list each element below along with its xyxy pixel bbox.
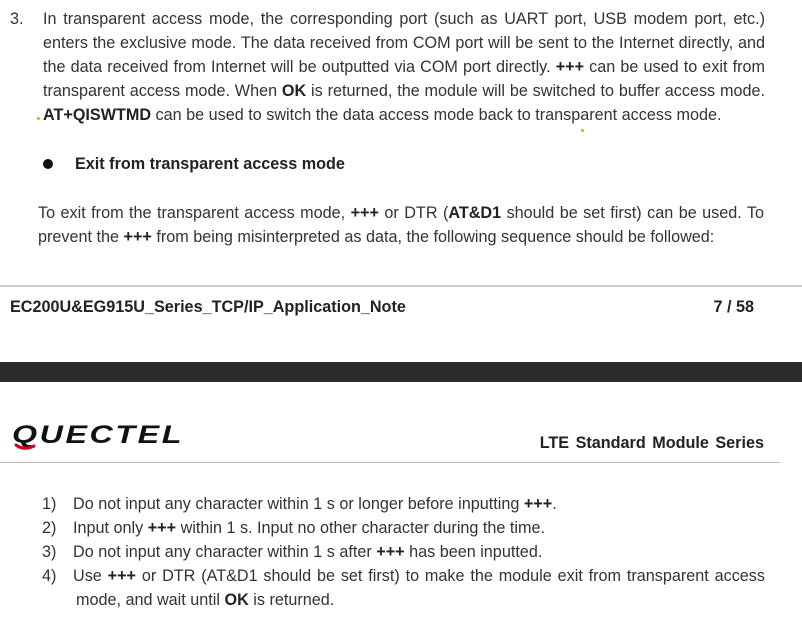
list-item-continuation: mode, and wait until OK is returned. — [76, 591, 335, 609]
paragraph-line: transparent access mode. When OK is returned, the module will be switched to buffer access mode. — [43, 82, 765, 100]
list-item: Do not input any character within 1 s after +++ has been inputted. — [73, 543, 543, 561]
list-item: Input only +++ within 1 s. Input no other character during the time. — [73, 519, 545, 537]
paragraph-line: AT+QISWTMD can be used to switch the data access mode back to transparent access mode. — [43, 106, 722, 124]
quectel-logo — [10, 420, 188, 450]
step-number: 3) — [42, 543, 57, 561]
footer-page-number: 7 / 58 — [713, 298, 754, 316]
step-number: 2) — [42, 519, 57, 537]
paragraph-line: prevent the +++ from being misinterpreted as data, the following sequence should be followed: — [38, 228, 715, 246]
paragraph-line: To exit from the transparent access mode, +++ or DTR (AT&D1 should be set first) can be used. To — [38, 204, 764, 222]
response-text: OK — [224, 591, 249, 609]
list-item: Do not input any character within 1 s or longer before inputting +++. — [73, 495, 557, 513]
footer-document-name: EC200U&EG915U_Series_TCP/IP_Application_Note — [10, 298, 406, 316]
command-text: +++ — [147, 519, 177, 537]
list-item-number: 3. — [10, 10, 24, 28]
header-divider — [0, 462, 780, 463]
step-number: 1) — [42, 495, 57, 513]
annotation-mark — [581, 129, 584, 132]
section-heading: Exit from transparent access mode — [75, 155, 345, 173]
annotation-mark — [37, 117, 40, 120]
command-text: AT&D1 — [448, 204, 502, 222]
command-text: +++ — [555, 58, 585, 76]
paragraph-line: the data received from Internet will be outputted via COM port directly. +++ can be used to exit from — [43, 58, 765, 76]
command-text: +++ — [107, 567, 137, 585]
svg-text:QUECTEL: QUECTEL — [12, 421, 184, 449]
command-text: +++ — [376, 543, 405, 561]
paragraph-line: In transparent access mode, the corresponding port (such as UART port, USB modem port, etc.) — [43, 10, 765, 28]
command-text: +++ — [123, 228, 152, 246]
list-item: Use +++ or DTR (AT&D1 should be set first) to make the module exit from transparent access — [73, 567, 765, 585]
header-series-title: LTE Standard Module Series — [539, 434, 764, 452]
response-text: OK — [281, 82, 307, 100]
command-text: +++ — [350, 204, 379, 222]
bullet-icon — [43, 159, 53, 169]
page-separator — [0, 362, 802, 382]
footer-divider — [0, 285, 802, 287]
command-text: AT+QISWTMD — [43, 106, 152, 124]
paragraph-line: enters the exclusive mode. The data received from COM port will be sent to the Internet directly, and — [43, 34, 765, 52]
command-text: +++ — [523, 495, 553, 513]
step-number: 4) — [42, 567, 57, 585]
